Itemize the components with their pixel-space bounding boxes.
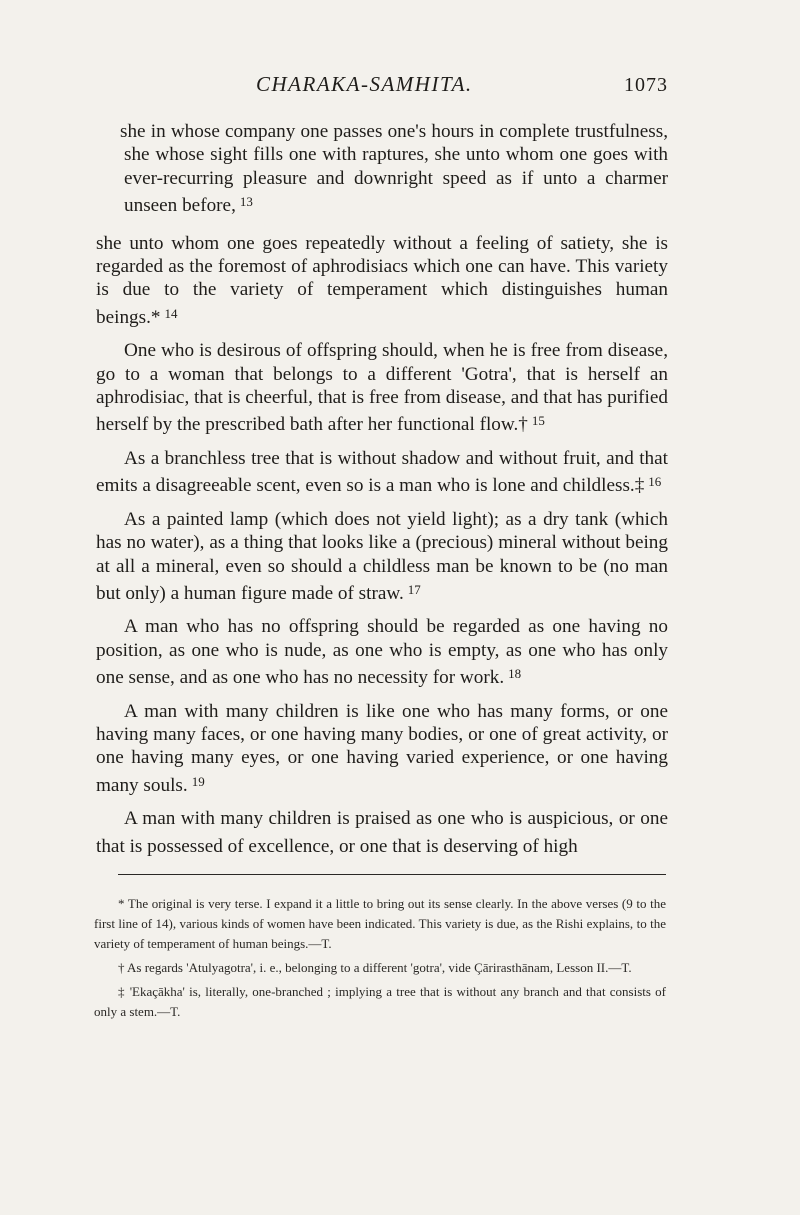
verse-paragraph [96,508,668,606]
verse-number: 14 [164,305,178,321]
page-number: 1073 [624,74,668,96]
paragraph-text: A man with many children is like one who has many forms, or one having many faces, or one having many bodies, or one of great activity, or one having many eyes, or one having varied experience, or one having many souls. [96,700,668,796]
verse-number: 17 [407,581,421,597]
paragraph-text: As a painted lamp (which does not yield light); as a dry tank (which has no water), as a thing that looks like a (precious) mineral without being at all a mineral, even so should a childless man be known to be (no man but only) a human figure made of straw. [96,508,668,604]
verse-paragraph [96,615,668,689]
footnote: * The original is very terse. I expand it a little to bring out its sense clearly. In the above verses (9 to the first line of 14), various kinds of women have been indicated. This variety is due, as the Rishi explains, to the variety of temperament of human beings.—T. [94,896,666,951]
verse-paragraph [96,700,668,798]
verse-paragraph [96,447,668,498]
verse-paragraph [96,807,668,858]
paragraph-text: she in whose company one passes one's hours in complete trustfulness, she whose sight fills one with raptures, she unto whom one goes with ever-recurring pleasure and downright speed as if unto a charmer unseen before, [120,121,668,217]
footnote: ‡ 'Ekaçākha' is, literally, one-branched ; implying a tree that is without any branch and that consists of only a stem.—T. [94,984,666,1019]
paragraph-text: As a branchless tree that is without shadow and without fruit, and that emits a disagreeable scent, even so is a man who is lone and childless.‡ [96,447,668,497]
footnote-divider [118,874,666,875]
paragraph-text: A man with many children is praised as one who is auspicious, or one that is possessed of excellence, or one that is deserving of high [96,808,668,857]
body-text [96,120,668,868]
paragraph-text: A man who has no offspring should be regarded as one having no position, as one who is nude, as one who is empty, as one who has only one sense, and as one who has no necessity for work. [96,616,668,689]
verse-number: 19 [191,773,205,789]
verse-number: 13 [239,194,253,210]
paragraph-text: she unto whom one goes repeatedly without a feeling of satiety, she is regarded as the foremost of aphrodisiacs which one can have. This variety is due to the variety of temperament which distinguishes human beings.* [96,232,668,328]
footnotes [94,894,666,1026]
running-title: CHARAKA-SAMHITA. [256,72,473,96]
verse-paragraph [96,339,668,437]
verse-paragraph [96,120,668,218]
footnote: † As regards 'Atulyagotra', i. e., belonging to a different 'gotra', vide Çārirasthānam, Lesson II.—T. [118,960,632,975]
page-header [96,72,668,102]
verse-number: 18 [508,666,522,682]
verse-number: 16 [648,474,662,490]
verse-paragraph [96,232,668,330]
verse-number: 15 [531,413,545,429]
paragraph-text: One who is desirous of offspring should, when he is free from disease, go to a woman that belongs to a different 'Gotra', that is herself an aphrodisiac, that is cheerful, that is free from disease, and that has purified herself by the prescribed bath after her functional flow.† [96,340,668,436]
